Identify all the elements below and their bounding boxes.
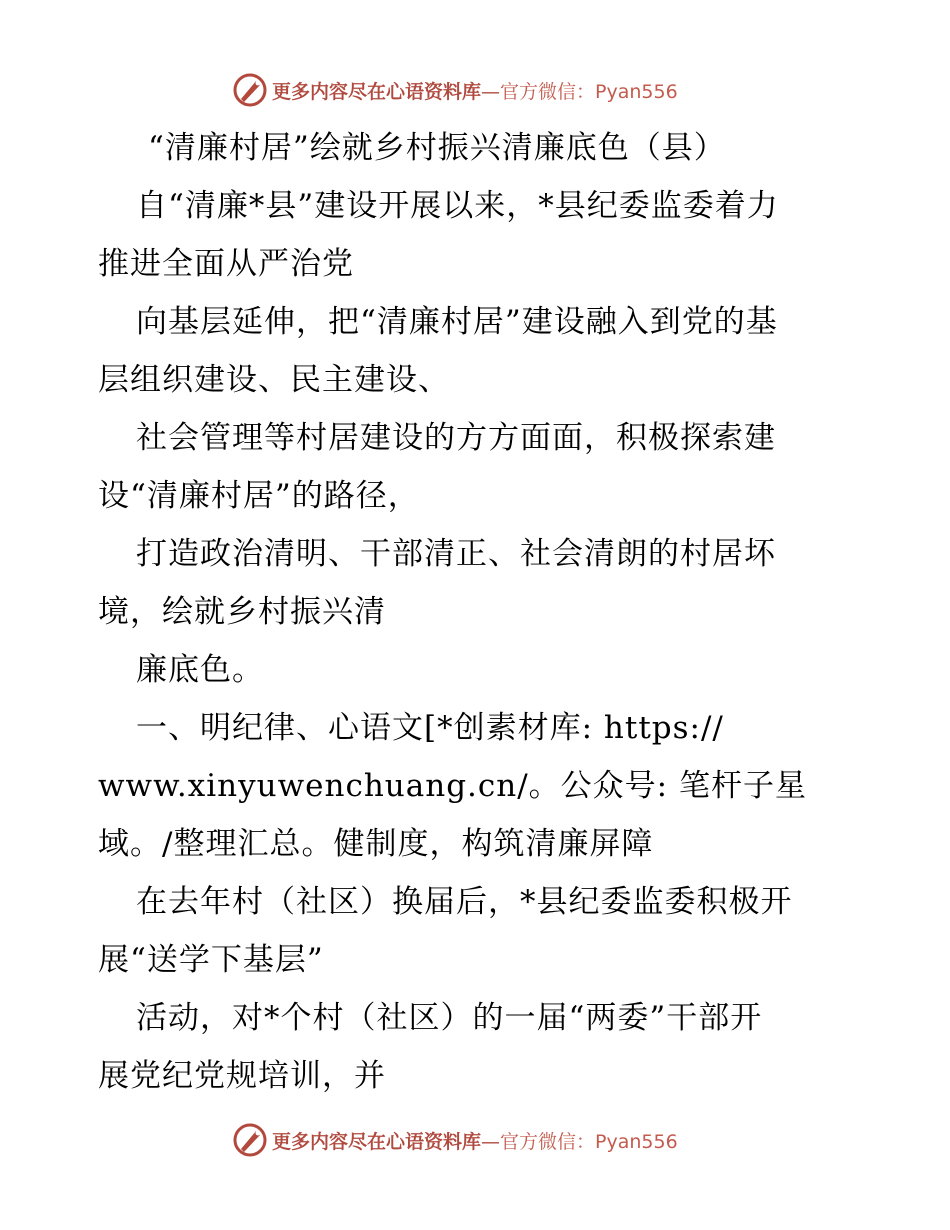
header-banner-text xyxy=(272,77,678,104)
footer-site-name: 更多内容尽在心语资料库 xyxy=(272,1131,482,1153)
paragraph-line: 社会管理等村居建设的方方面面，积极探索建 xyxy=(136,420,776,456)
paragraph-line: 域。/整理汇总。健制度，构筑清廉屏障 xyxy=(98,826,654,862)
paragraph-line: 境，绘就乡村振兴清 xyxy=(98,594,386,630)
paragraph-line: 向基层延伸，把“清廉村居”建设融入到党的基 xyxy=(136,304,778,340)
paragraph-line: 在去年村（社区）换届后，*县纪委监委积极开 xyxy=(136,884,793,920)
paragraph-line: 廉底色。 xyxy=(136,652,264,688)
pen-logo-icon xyxy=(232,1122,268,1158)
paragraph-line: 自“清廉*县”建设开展以来，*县纪委监委着力 xyxy=(136,188,779,224)
footer-banner xyxy=(0,1120,950,1160)
footer-wechat: 官方微信：Pyan556 xyxy=(500,1131,678,1153)
paragraph-line: 打造政治清明、干部清正、社会清朗的村居坏 xyxy=(136,536,776,572)
header-site-name: 更多内容尽在心语资料库 xyxy=(272,81,482,103)
paragraph-line: 设“清廉村居”的路径， xyxy=(98,478,420,514)
header-banner xyxy=(0,70,950,110)
paragraph-line: 展党纪党规培训，并 xyxy=(98,1058,386,1094)
paragraph-line: 一、明纪律、心语文[*创素材库: https:// xyxy=(136,710,724,746)
paragraph-line: 活动，对*个村（社区）的一届“两委”干部开 xyxy=(136,1000,763,1036)
footer-banner-text xyxy=(272,1127,678,1154)
header-separator: — xyxy=(481,81,501,103)
paragraph-line: www.xinyuwenchuang.cn/。公众号: 笔杆子星 xyxy=(98,768,807,804)
pen-logo-icon xyxy=(232,72,268,108)
paragraph-line: 展“送学下基层” xyxy=(98,942,324,978)
paragraph-line: 层组织建设、民主建设、 xyxy=(98,362,450,398)
document-title: “清廉村居”绘就乡村振兴清廉底色（县） xyxy=(148,130,726,166)
paragraph-line: 推进全面从严治党 xyxy=(98,246,354,282)
footer-separator: — xyxy=(481,1131,501,1153)
header-wechat: 官方微信：Pyan556 xyxy=(500,81,678,103)
